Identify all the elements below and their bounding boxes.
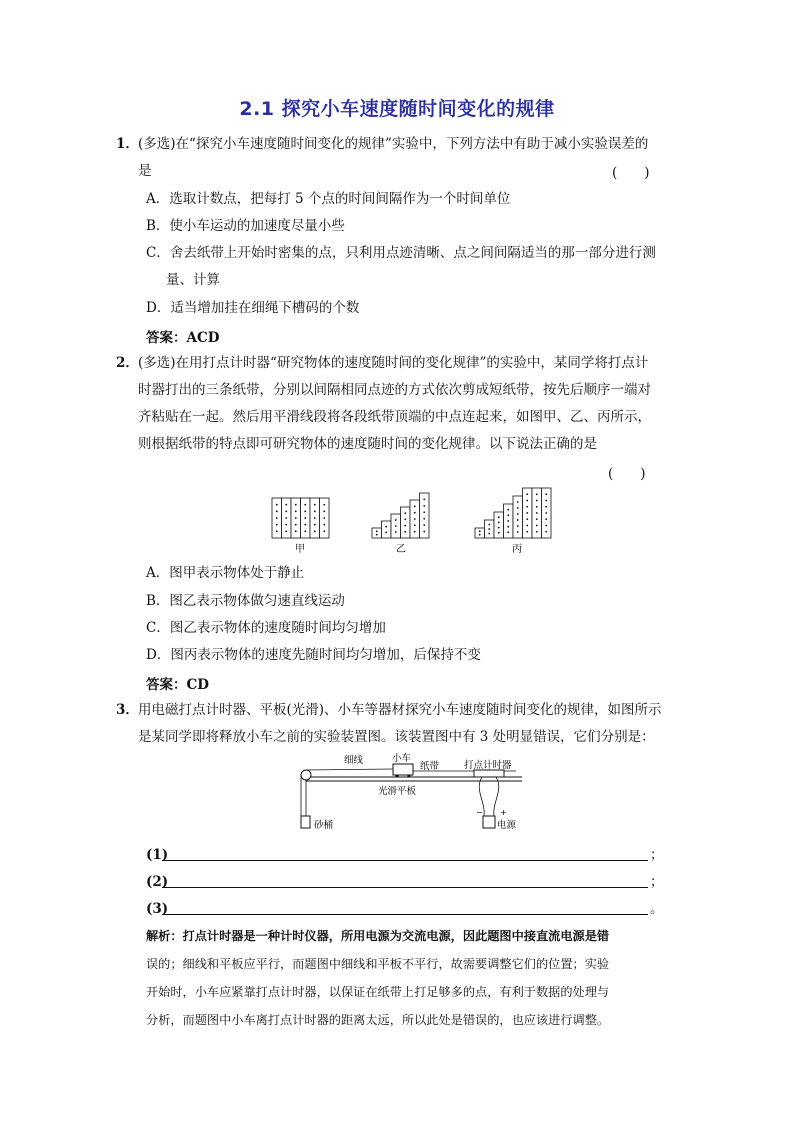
tape-dot <box>526 493 528 495</box>
tape-dot <box>545 531 547 533</box>
tape-dot <box>526 500 528 502</box>
tape-dot <box>545 518 547 520</box>
tape-dot <box>507 514 509 516</box>
tape-dot <box>488 533 490 535</box>
tape-dot <box>295 524 297 526</box>
tape-dot <box>498 516 500 518</box>
tape-dot <box>285 517 287 519</box>
q3-explanation-line-3: 开始时，小车应紧靠打点计时器，以保证在纸带上打足够多的点，有利于数据的处理与 <box>146 985 610 999</box>
label-timer: 打点计时器 <box>464 760 512 771</box>
tape-dot <box>423 505 425 507</box>
q2-option-a: A．图甲表示物体处于静止 <box>146 565 305 581</box>
q2-option-d: D．图丙表示物体的速度先随时间均匀增加，后保持不变 <box>146 647 481 663</box>
q2-option-c: C．图乙表示物体的速度随时间均匀增加 <box>146 620 386 636</box>
label-power: 电源 <box>497 820 517 831</box>
tape-dot <box>545 493 547 495</box>
tape-dot <box>526 512 528 514</box>
tape-dot <box>304 517 306 519</box>
q3-stem-line-1: 用电磁打点计时器、平板(光滑)、小车等器材探究小车速度随时间变化的规律，如图所示 <box>138 702 662 718</box>
pulley-icon <box>301 770 311 780</box>
q3-stem-line-2: 是某同学即将释放小车之前的实验装置图。该装置图中有 3 处明显错误，它们分别是： <box>138 729 655 745</box>
tape-dot <box>517 525 519 527</box>
tape-dot <box>323 530 325 532</box>
tape-dot <box>479 530 481 532</box>
tape-dot <box>404 519 406 521</box>
tape-dot <box>285 510 287 512</box>
tape-dot <box>526 518 528 520</box>
tape-dot <box>295 510 297 512</box>
tape-dot <box>498 522 500 524</box>
tape-dot <box>314 517 316 519</box>
label-tape: 纸带 <box>420 761 440 772</box>
q1-number: 1． <box>116 136 139 152</box>
figure-label-bing: 丙 <box>512 544 522 555</box>
q1-option-a: A．选取计数点，把每打 5 个点的时间间隔作为一个时间单位 <box>146 191 511 207</box>
tape-dot <box>376 534 378 536</box>
q2-option-b: B．图乙表示物体做匀速直线运动 <box>146 593 345 609</box>
tape-dot <box>314 504 316 506</box>
tape-dot <box>536 531 538 533</box>
q1-stem-line-2: 是 <box>138 163 152 179</box>
tape-dot <box>536 518 538 520</box>
tape-dot <box>498 527 500 529</box>
tape-dot <box>507 526 509 528</box>
q3-explanation-line-2: 误的；细线和平板应平行，而题图中细线和平板不平行，故需要调整它们的位置；实验 <box>146 957 610 971</box>
tape-dot <box>507 509 509 511</box>
tape-dot <box>536 525 538 527</box>
tape-dot <box>295 517 297 519</box>
tape-dot <box>395 531 397 533</box>
tape-dot <box>323 517 325 519</box>
q1-answer-paren: ( ) <box>612 165 650 181</box>
tape-dot <box>423 518 425 520</box>
tape-dot <box>536 506 538 508</box>
tape-dot <box>376 530 378 532</box>
tape-dot <box>423 524 425 526</box>
tape-dot <box>517 519 519 521</box>
q1-option-c-cont: 量、计算 <box>166 272 220 288</box>
tape-dot <box>423 499 425 501</box>
label-cart: 小车 <box>392 753 412 764</box>
tape-dot <box>276 504 278 506</box>
tape-dot <box>276 517 278 519</box>
power-supply-icon <box>483 816 495 828</box>
tape-strip <box>401 507 411 538</box>
label-minus: − <box>476 808 483 817</box>
tape-dot <box>404 531 406 533</box>
tape-dot <box>304 530 306 532</box>
q3-explanation-line-1: 解析：打点计时器是一种计时仪器，所用电源为交流电源，因此题图中接直流电源是错 <box>146 929 610 943</box>
tape-dot <box>285 530 287 532</box>
q3-apparatus-figure <box>296 750 528 836</box>
q2-tape-figures <box>260 486 560 560</box>
page-title: 2.1 探究小车速度随时间变化的规律 <box>239 98 555 120</box>
q2-answer-paren: ( ) <box>608 466 646 482</box>
q2-number: 2． <box>116 355 139 371</box>
tape-dot <box>323 510 325 512</box>
q1-option-d: D．适当增加挂在细绳下槽码的个数 <box>146 300 360 316</box>
q2-stem-line-4: 则根据纸带的特点即可研究物体的速度随时间的变化规律。以下说法正确的是 <box>138 436 597 452</box>
tape-dot <box>304 510 306 512</box>
figure-label-yi: 乙 <box>396 544 406 555</box>
figure-jia-tape-chart <box>272 498 329 538</box>
tape-strip <box>382 521 392 538</box>
tape-dot <box>517 513 519 515</box>
tape-dot <box>517 507 519 509</box>
label-rope: 细线 <box>344 755 364 766</box>
q2-answer: 答案：CD <box>146 677 209 693</box>
rope-line <box>306 769 394 770</box>
tape-dot <box>479 534 481 536</box>
tape-dot <box>545 500 547 502</box>
tape-dot <box>285 524 287 526</box>
tape-dot <box>414 505 416 507</box>
tape-dot <box>276 530 278 532</box>
tape-dot <box>414 518 416 520</box>
tape-dot <box>304 504 306 506</box>
q1-option-c: C．舍去纸带上开始时密集的点，只利用点迹清晰、点之间间隔适当的那一部分进行测 <box>146 245 656 261</box>
tape-dot <box>536 512 538 514</box>
tape-dot <box>536 493 538 495</box>
tape-dot <box>385 531 387 533</box>
tape-strip <box>372 528 382 538</box>
q2-tag: (多选) <box>138 355 176 371</box>
tape-dot <box>526 531 528 533</box>
blank-2-label: (2) <box>146 874 169 890</box>
q2-stem-line-3: 齐粘贴在一起。然后用平滑线段将各段纸带顶端的中点连起来，如图甲、乙、丙所示， <box>138 409 651 425</box>
tape-strip <box>475 528 485 538</box>
tape-dot <box>488 524 490 526</box>
tape-dot <box>295 504 297 506</box>
blank-3-line[interactable] <box>162 914 648 915</box>
tape-dot <box>536 500 538 502</box>
q1-stem-text: 在“探究小车速度随时间变化的规律”实验中，下列方法中有助于减小实验误差的 <box>175 136 649 152</box>
q1-option-b: B．使小车运动的加速度尽量小些 <box>146 218 345 234</box>
tape-dot <box>276 524 278 526</box>
tape-dot <box>414 531 416 533</box>
tape-dot <box>285 504 287 506</box>
figure-yi-tape-chart <box>372 493 429 538</box>
label-bucket: 砂桶 <box>314 820 334 831</box>
tape-dot <box>517 501 519 503</box>
blank-1-end: ； <box>650 847 664 863</box>
blank-1-line[interactable] <box>162 860 648 861</box>
tape-dot <box>404 512 406 514</box>
figure-bing-tape-chart <box>475 488 551 538</box>
tape-dot <box>314 510 316 512</box>
tape-dot <box>507 520 509 522</box>
tape-dot <box>314 530 316 532</box>
blank-2-line[interactable] <box>162 887 648 888</box>
q1-stem-line-1 <box>138 134 648 154</box>
tape-dot <box>404 525 406 527</box>
q2-stem-line-2: 时器打出的三条纸带，分别以间隔相同点迹的方式依次剪成短纸带，按先后顺序一端对 <box>138 382 651 398</box>
blank-3-end: 。 <box>650 901 664 917</box>
tape-dot <box>545 506 547 508</box>
cart-icon <box>393 764 413 775</box>
label-board: 光滑平板 <box>378 786 417 797</box>
tape-dot <box>276 510 278 512</box>
q1-tag: (多选) <box>138 136 176 152</box>
tape-dot <box>304 524 306 526</box>
tape-dot <box>545 525 547 527</box>
tape-dot <box>323 524 325 526</box>
tape-dot <box>323 504 325 506</box>
blank-2-end: ； <box>650 874 664 890</box>
q2-stem-text: 在用打点计时器“研究物体的速度随时间的变化规律”的实验中，某同学将打点计 <box>175 355 649 371</box>
tape-dot <box>395 525 397 527</box>
q2-stem-line-1 <box>138 353 648 373</box>
blank-1-label: (1) <box>146 847 169 863</box>
label-plus: + <box>500 808 507 817</box>
tape-dot <box>385 526 387 528</box>
tape-dot <box>295 530 297 532</box>
sand-bucket-icon <box>301 816 310 828</box>
timer-icon <box>474 770 504 777</box>
blank-3-label: (3) <box>146 901 169 917</box>
tape-dot <box>423 511 425 513</box>
figure-label-jia: 甲 <box>295 544 305 555</box>
tape-strip <box>494 512 504 538</box>
q3-number: 3． <box>116 702 139 718</box>
tape-dot <box>498 532 500 534</box>
q3-explanation-line-4: 分析，而题图中小车离打点计时器的距离太远，所以此处是错误的，也应该进行调整。 <box>146 1013 610 1027</box>
tape-dot <box>526 506 528 508</box>
tape-dot <box>395 519 397 521</box>
tape-dot <box>507 531 509 533</box>
tape-dot <box>414 524 416 526</box>
tape-dot <box>414 512 416 514</box>
tape-dot <box>517 531 519 533</box>
tape-dot <box>488 528 490 530</box>
q1-answer: 答案：ACD <box>146 330 220 346</box>
tape-dot <box>314 524 316 526</box>
tape-dot <box>526 525 528 527</box>
tape-dot <box>423 531 425 533</box>
tape-dot <box>545 512 547 514</box>
